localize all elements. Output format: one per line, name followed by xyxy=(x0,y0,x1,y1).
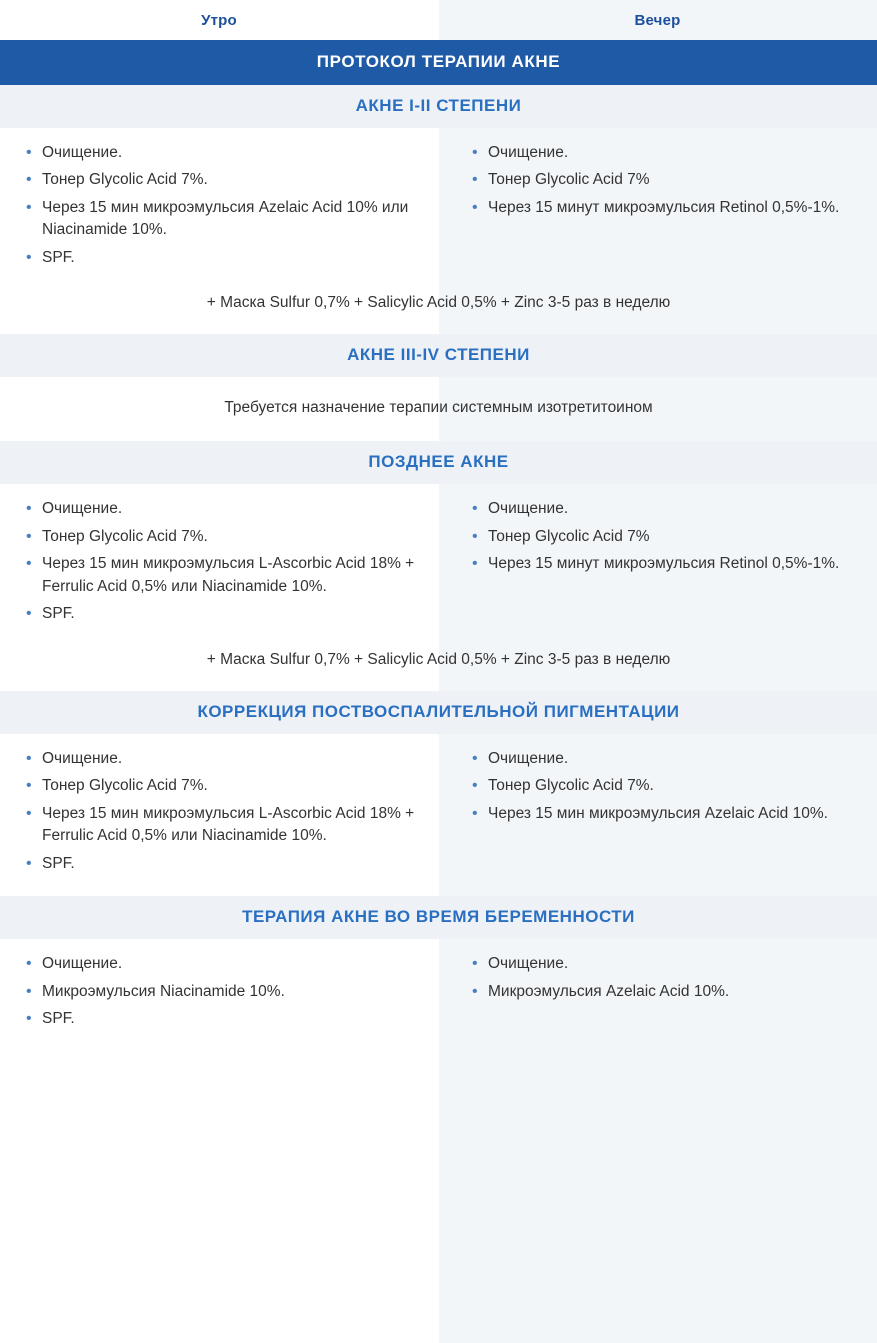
section-morning-cell xyxy=(0,484,438,638)
section-heading-pigmentation: КОРРЕКЦИЯ ПОСТВОСПАЛИТЕЛЬНОЙ ПИГМЕНТАЦИИ xyxy=(0,691,877,734)
section-evening-cell xyxy=(438,484,877,638)
list-item: • Тонер Glycolic Acid 7% xyxy=(468,169,855,191)
list-item: • Микроэмульсия Azelaic Acid 10%. xyxy=(468,981,855,1003)
section-evening-cell xyxy=(438,939,877,1043)
section-evening-cell xyxy=(438,734,877,888)
list-item: • Через 15 мин микроэмульсия Azelaic Acid 10%. xyxy=(468,803,855,825)
list-item: • Через 15 мин микроэмульсия L-Ascorbic Acid 18% + Ferrulic Acid 0,5% или Niacinamide 10%. xyxy=(22,553,416,598)
list-item: • Очищение. xyxy=(22,142,416,164)
section-heading-late-acne: ПОЗДНЕЕ АКНЕ xyxy=(0,441,877,484)
spacer xyxy=(0,888,877,896)
page-bottom-spacer xyxy=(0,1043,877,1343)
morning-list xyxy=(22,498,416,625)
list-item: • Очищение. xyxy=(468,748,855,770)
section-morning-cell xyxy=(0,128,438,282)
list-item: • Очищение. xyxy=(22,748,416,770)
column-header-evening: Вечер xyxy=(634,11,681,29)
list-item: • Через 15 минут микроэмульсия Retinol 0,5%-1%. xyxy=(468,553,855,575)
section-heading-acne-3-4: АКНЕ III-IV СТЕПЕНИ xyxy=(0,334,877,377)
list-item: • Очищение. xyxy=(22,953,416,975)
section-body-pregnancy xyxy=(0,939,877,1043)
morning-list xyxy=(22,142,416,269)
list-item: • SPF. xyxy=(22,247,416,269)
list-item: • Через 15 мин микроэмульсия Azelaic Acid 10% или Niacinamide 10%. xyxy=(22,197,416,242)
list-item: • Через 15 мин микроэмульсия L-Ascorbic Acid 18% + Ferrulic Acid 0,5% или Niacinamide 10%. xyxy=(22,803,416,848)
list-item: • Очищение. xyxy=(468,142,855,164)
list-item: • Тонер Glycolic Acid 7%. xyxy=(22,169,416,191)
morning-list xyxy=(22,953,416,1030)
list-item: • Тонер Glycolic Acid 7%. xyxy=(22,526,416,548)
list-item: • Очищение. xyxy=(468,953,855,975)
section-body-pigmentation xyxy=(0,734,877,888)
evening-list xyxy=(468,953,855,1003)
section-body-late-acne xyxy=(0,484,877,638)
evening-list xyxy=(468,748,855,825)
page-title: ПРОТОКОЛ ТЕРАПИИ АКНЕ xyxy=(0,40,877,85)
list-item: • SPF. xyxy=(22,603,416,625)
list-item: • Микроэмульсия Niacinamide 10%. xyxy=(22,981,416,1003)
column-headers xyxy=(0,0,877,40)
section-morning-cell xyxy=(0,734,438,888)
section-heading-pregnancy: ТЕРАПИЯ АКНЕ ВО ВРЕМЯ БЕРЕМЕННОСТИ xyxy=(0,896,877,939)
list-item: • SPF. xyxy=(22,1008,416,1030)
section-heading-acne-1-2: АКНЕ I-II СТЕПЕНИ xyxy=(0,85,877,128)
list-item: • Очищение. xyxy=(22,498,416,520)
evening-list xyxy=(468,498,855,575)
list-item: • Тонер Glycolic Acid 7%. xyxy=(22,775,416,797)
list-item: • Тонер Glycolic Acid 7%. xyxy=(468,775,855,797)
list-item: • Через 15 минут микроэмульсия Retinol 0,5%-1%. xyxy=(468,197,855,219)
column-header-morning: Утро xyxy=(201,11,237,29)
list-item: • Тонер Glycolic Acid 7% xyxy=(468,526,855,548)
section-evening-cell xyxy=(438,128,877,282)
list-item: • Очищение. xyxy=(468,498,855,520)
evening-list xyxy=(468,142,855,219)
section-morning-cell xyxy=(0,939,438,1043)
section-note-acne-1-2: + Маска Sulfur 0,7% + Salicylic Acid 0,5% + Zinc 3-5 раз в неделю xyxy=(206,294,671,312)
section-note-late-acne: + Маска Sulfur 0,7% + Salicylic Acid 0,5% + Zinc 3-5 раз в неделю xyxy=(206,650,671,668)
list-item: • SPF. xyxy=(22,853,416,875)
section-note-acne-3-4: Требуется назначение терапии системным изотретитоином xyxy=(224,399,653,417)
section-body-acne-1-2 xyxy=(0,128,877,282)
morning-list xyxy=(22,748,416,875)
